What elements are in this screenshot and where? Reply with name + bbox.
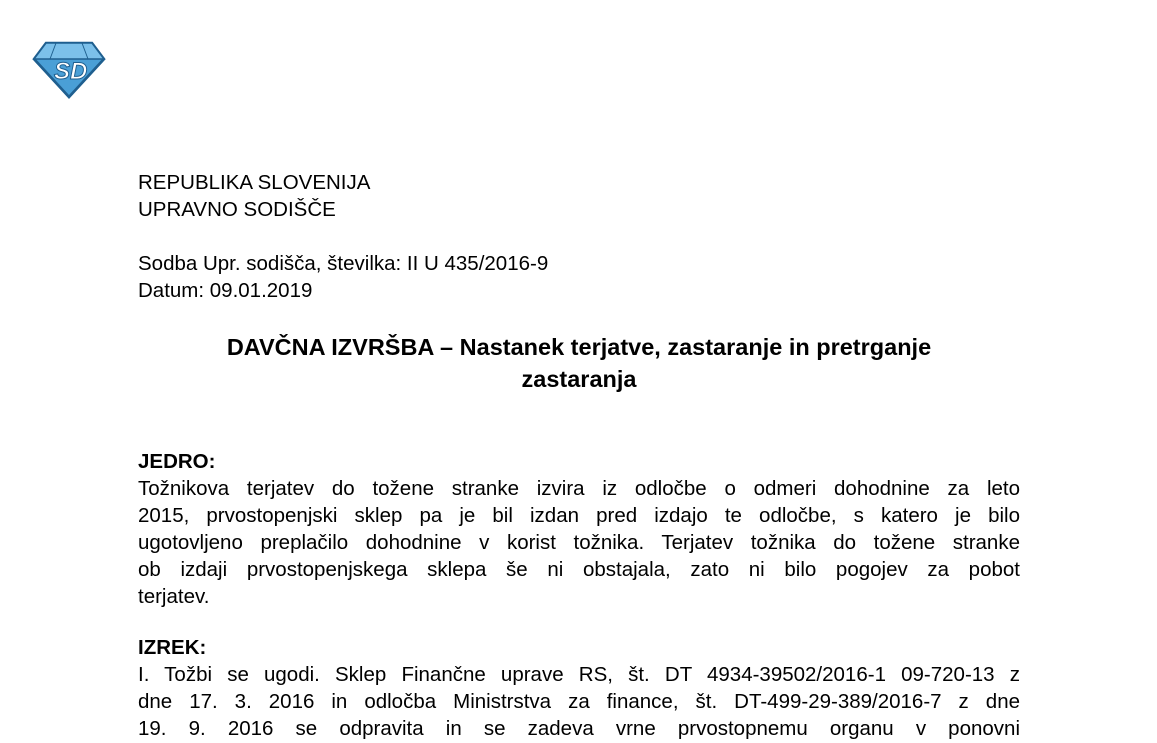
izrek-paragraph	[138, 661, 1020, 742]
izrek-section	[138, 634, 1020, 742]
izrek-heading: IZREK:	[138, 636, 207, 659]
republic-name: REPUBLIKA SLOVENIJA	[138, 171, 371, 194]
jedro-line: Tožnikova terjatev do tožene stranke izvira iz odločbe o odmeri dohodnine za leto	[138, 477, 1020, 500]
izrek-line: I. Tožbi se ugodi. Sklep Finančne uprave RS, št. DT 4934-39502/2016-1 09-720-13 z	[138, 663, 1020, 686]
title-line-2: zastaranja	[521, 366, 637, 392]
diamond-logo-icon	[32, 41, 106, 99]
izrek-line: 19. 9. 2016 se odpravita in se zadeva vrne prvostopnemu organu v ponovni	[138, 717, 1020, 740]
jedro-line: ugotovljeno preplačilo dohodnine v korist tožnika. Terjatev tožnika do tožene stranke	[138, 531, 1020, 554]
jedro-heading: JEDRO:	[138, 450, 216, 473]
court-logo	[32, 41, 106, 99]
jedro-line: 2015, prvostopenjski sklep pa je bil izdan pred izdajo te odločbe, s katero je bilo	[138, 504, 1020, 527]
case-number: Sodba Upr. sodišča, številka: II U 435/2016-9	[138, 252, 549, 275]
court-name: UPRAVNO SODIŠČE	[138, 198, 336, 221]
izrek-line: dne 17. 3. 2016 in odločba Ministrstva za finance, št. DT-499-29-389/2016-7 z dne	[138, 690, 1020, 713]
svg-text:D: D	[70, 58, 88, 85]
case-date: Datum: 09.01.2019	[138, 279, 313, 302]
jedro-section	[138, 448, 1020, 610]
jedro-line: ob izdaji prvostopenjskega sklepa še ni obstajala, zato ni bilo pogojev za pobot	[138, 558, 1020, 581]
title-line-1: DAVČNA IZVRŠBA – Nastanek terjatve, zastaranje in pretrganje	[226, 334, 932, 360]
svg-text:S: S	[54, 58, 71, 85]
jedro-paragraph	[138, 475, 1020, 610]
jedro-line: terjatev.	[138, 585, 210, 608]
document-title	[138, 331, 1020, 395]
court-header	[138, 169, 1020, 223]
case-meta	[138, 250, 1020, 304]
